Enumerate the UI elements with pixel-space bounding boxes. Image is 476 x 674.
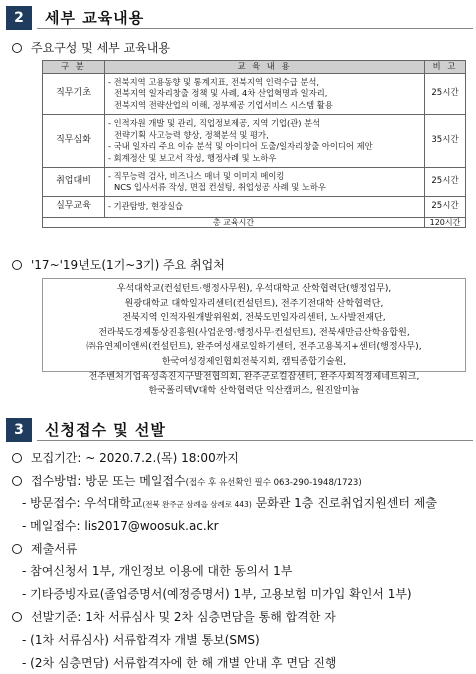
row-category: 실무교육 [43,197,105,218]
list-item: ㈜유연제이앤씨(컨설턴트), 완주여성새로일하기센터, 전주고용복지+센터(행정사무), [86,342,422,353]
total-label: 총 교육시간 [43,218,425,228]
row-hours: 25시간 [425,197,466,218]
list-item: 전주벤처기업육성촉진지구발전협의회, 완주군로컬잡센터, 완주사회적경제네트워크, [88,371,420,382]
row-content: - 전북지역 고용동향 및 통계지표, 전북지역 인력수급 분석, 전북지역 일자리창출 정책 및 사례, 4차 산업혁명과 일자리, 전북지역 전략산업의 이해, 정부제공 기업서비스 시스템 활용 [105,74,425,115]
document-item: - 참여신청서 1부, 개인정보 이용에 대한 동의서 1부 [22,564,293,578]
selection-step: - (2차 심층면담) 서류합격자에 한 해 개별 안내 후 면담 진행 [22,656,337,670]
row-content: - 기관탐방, 현장실습 [105,197,425,218]
section-number: 2 [6,6,32,30]
circle-bullet-icon [12,43,22,53]
table-row [43,168,466,197]
table-header-row [43,61,466,74]
curriculum-table [42,60,466,228]
email-submission: - 메일접수: lis2017@woosuk.ac.kr [22,519,219,533]
table-row [43,115,466,168]
row-hours: 35시간 [425,115,466,168]
row-category: 직무기초 [43,74,105,115]
selection-criteria: 선발기준: 1차 서류심사 및 2차 심층면담을 통해 합격한 자 [12,608,336,625]
list-item: 원광대학교 대학일자리센터(컨설턴트), 전주기전대학 산학협력단, [124,298,384,309]
employment-heading: '17~'19년도(1기~3기) 주요 취업처 [12,256,225,273]
row-category: 취업대비 [43,168,105,197]
row-content: - 인적자원 개발 및 관리, 직업정보제공, 지역 기업(관) 분석 전략기획 사고능력 향상, 정책분석 및 평가, - 국내 일자리 주요 이슈 분석 및 아이디어 도출/일자리창출 아이디어 제안 - 회계정산 및 보고서 작성, 행정사례 및 노하우 [105,115,425,168]
table-row [43,74,466,115]
list-item: 한국여성경제인협회전북지회, 캠틱종합기술원, [161,356,347,367]
list-item: 우석대학교(컨설턴트·행정사무원), 우석대학교 산학협력단(행정업무), [116,284,392,294]
total-hours: 120시간 [425,218,466,228]
list-item: 전라북도경제통상진흥원(사업운영·행정사무·컨설턴트), 전북새만금산학융합원, [98,327,410,338]
selection-step: - (1차 서류심사) 서류합격자 개별 통보(SMS) [22,633,260,647]
section-title: 세부 교육내용 [45,9,145,27]
employment-list [42,278,466,397]
documents-heading: 제출서류 [12,540,77,557]
circle-bullet-icon [12,453,22,463]
document-item: - 기타증빙자료(졸업증명서(예정증명서) 1부, 고용보험 미가입 확인서 1부) [22,587,412,601]
row-hours: 25시간 [425,168,466,197]
circle-bullet-icon [12,260,22,270]
row-hours: 25시간 [425,74,466,115]
row-category: 직무심화 [43,115,105,168]
row-content: - 직무능력 검사, 비즈니스 매너 및 이미지 메이킹 NCS 입사서류 작성, 면접 컨설팅, 취업성공 사례 및 노하우 [105,168,425,197]
table-total-row [43,218,466,228]
application-period: 모집기간: ~ 2020.7.2.(목) 18:00까지 [12,449,239,466]
curriculum-heading: 주요구성 및 세부 교육내용 [12,39,170,56]
header-note: 비 고 [425,61,466,74]
visit-submission: - 방문접수: 우석대학교(전북 완주군 삼례읍 삼례로 443) 문화관 1층 진로취업지원센터 제출 [22,496,437,510]
section-3-header [3,418,473,442]
section-divider [37,28,473,29]
section-divider [37,440,473,441]
list-item: 전북지역 인적자원개발위원회, 전북도민일자리센터, 노사발전재단, [122,313,386,324]
header-category: 구 분 [43,61,105,74]
section-number: 3 [6,418,32,442]
section-title: 신청접수 및 선발 [45,421,166,439]
application-method: 접수방법: 방문 또는 메일접수(접수 후 유선확인 필수 063-290-1948/1723) [12,472,362,489]
circle-bullet-icon [12,544,22,554]
list-item: 한국폴리텍V대학 산학협력단 익산캠퍼스, 원진알미늄 [148,386,360,397]
header-content: 교 육 내 용 [105,61,425,74]
circle-bullet-icon [12,476,22,486]
table-row [43,197,466,218]
circle-bullet-icon [12,612,22,622]
section-2-header [3,6,473,30]
